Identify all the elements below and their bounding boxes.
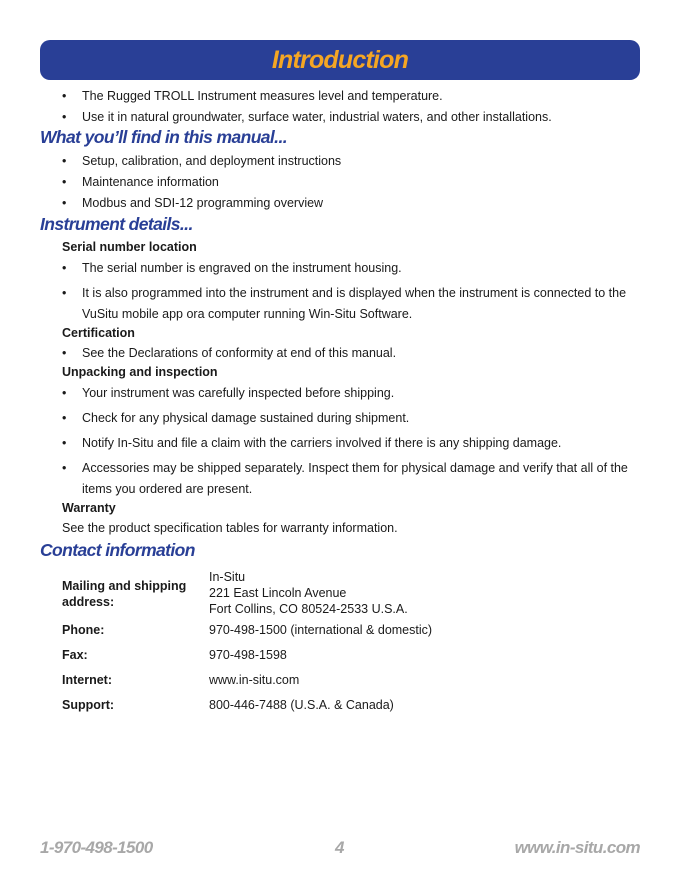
internet-link[interactable]: www.in-situ.com <box>209 673 300 687</box>
list-item: • Setup, calibration, and deployment instructions <box>62 151 642 172</box>
address-line: Fort Collins, CO 80524-2533 U.S.A. <box>209 602 408 616</box>
phone-value: 970-498-1500 (international & domestic) <box>209 623 433 637</box>
bullet-icon: • <box>62 411 67 425</box>
bullet-icon: • <box>62 461 67 475</box>
details-section-heading: Instrument details... <box>40 214 193 234</box>
certification-subheading: Certification <box>62 326 135 340</box>
list-item: • Maintenance information <box>62 172 642 193</box>
list-item: • Check for any physical damage sustained during shipment. <box>62 408 642 429</box>
manual-section-heading: What you’ll find in this manual... <box>40 127 287 147</box>
mailing-label: Mailing and shipping address: <box>62 579 187 609</box>
mailing-address <box>209 569 408 617</box>
warranty-subheading: Warranty <box>62 501 116 515</box>
address-line: In-Situ <box>209 570 246 584</box>
list-item: • Your instrument was carefully inspected before shipping. <box>62 383 642 404</box>
warranty-text: See the product specification tables for warranty information. <box>62 521 398 535</box>
bullet-icon: • <box>62 175 67 189</box>
footer-website[interactable]: www.in-situ.com <box>514 838 640 857</box>
list-item: • The serial number is engraved on the instrument housing. <box>62 258 642 279</box>
page-title: Introduction <box>271 45 409 74</box>
bullet-icon: • <box>62 89 67 103</box>
unpacking-subheading: Unpacking and inspection <box>62 365 218 379</box>
bullet-icon: • <box>62 110 67 124</box>
page-number: 4 <box>335 838 344 857</box>
title-banner <box>40 40 640 80</box>
contact-section-heading: Contact information <box>40 540 195 560</box>
footer-phone: 1-970-498-1500 <box>40 838 153 857</box>
bullet-icon: • <box>62 286 67 300</box>
list-item: • Modbus and SDI-12 programming overview <box>62 193 642 214</box>
bullet-icon: • <box>62 261 67 275</box>
list-item: • Notify In-Situ and file a claim with the carriers involved if there is any shipping damage. <box>62 433 642 454</box>
bullet-icon: • <box>62 154 67 168</box>
bullet-icon: • <box>62 436 67 450</box>
bullet-icon: • <box>62 386 67 400</box>
list-item: • Use it in natural groundwater, surface water, industrial waters, and other installations. <box>62 107 642 128</box>
support-value: 800-446-7488 (U.S.A. & Canada) <box>209 698 394 712</box>
list-item: • Accessories may be shipped separately. Inspect them for physical damage and verify that all of the items you ordered are present. <box>62 458 642 500</box>
list-item: • The Rugged TROLL Instrument measures level and temperature. <box>62 86 642 107</box>
internet-label: Internet: <box>62 673 112 687</box>
fax-value: 970-498-1598 <box>209 648 287 662</box>
serial-subheading: Serial number location <box>62 240 197 254</box>
address-line: 221 East Lincoln Avenue <box>209 586 347 600</box>
fax-label: Fax: <box>62 648 88 662</box>
phone-label: Phone: <box>62 623 105 637</box>
bullet-icon: • <box>62 196 67 210</box>
list-item: • It is also programmed into the instrument and is displayed when the instrument is connected to the VuSitu mobile app ora computer running Win-Situ Software. <box>62 283 642 325</box>
support-label: Support: <box>62 698 115 712</box>
bullet-icon: • <box>62 346 67 360</box>
list-item: • See the Declarations of conformity at end of this manual. <box>62 343 642 364</box>
